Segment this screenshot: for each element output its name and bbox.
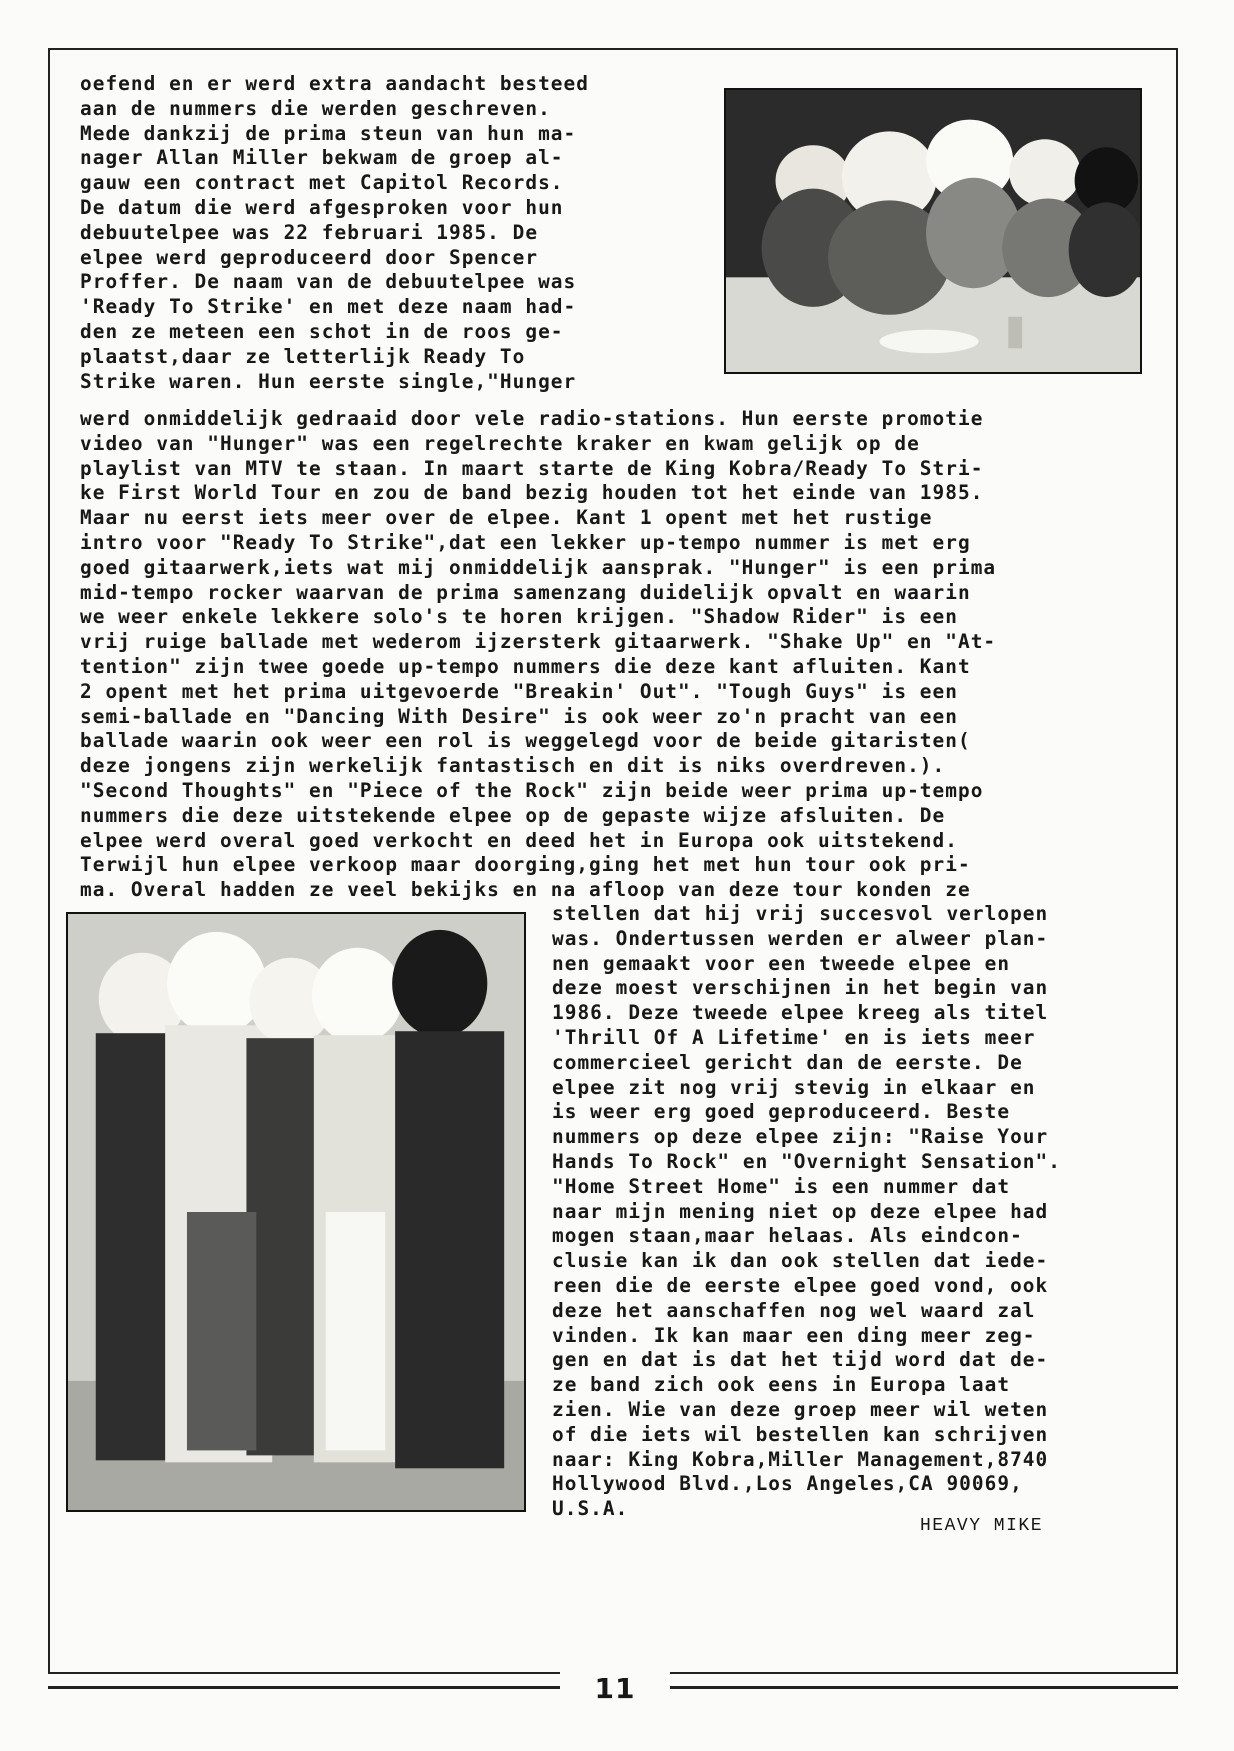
band-group-photo bbox=[66, 912, 526, 1512]
author-signature: HEAVY MIKE bbox=[920, 1516, 1044, 1536]
top-paragraph: oefend en er werd extra aandacht besteed aan de nummers die werden geschreven. Mede dankzij de prima steun van hun ma- nager Allan Miller bekwam de groep al- gauw een contract met Capitol Records. De datum die werd afgesproken voor hun debuutelpee was 22 februari 1985. De elpee werd geproduceerd door Spencer Proffer. De naam van de debuutelpee was 'Ready To Strike' en met deze naam had- den ze meteen een schot in de roos ge- plaatst,daar ze letterlijk Ready To Strike waren. Hun eerste single,"Hunger bbox=[80, 72, 589, 393]
band-dinner-photo bbox=[724, 88, 1142, 374]
bottom-paragraph: stellen dat hij vrij succesvol verlopen was. Ondertussen werden er alweer plan- nen gemaakt voor een tweede elpee en deze moest verschijnen in het begin van 1986. Deze tweede elpee kreeg als titel 'Thrill Of A Lifetime' en is iets meer commercieel gericht dan de eerste. De elpee zit nog vrij stevig in elkaar en is weer erg goed geproduceerd. Beste nummers op deze elpee zijn: "Raise Your Hands To Rock" en "Overnight Sensation". "Home Street Home" is een nummer dat naar mijn mening niet op deze elpee had mogen staan,maar helaas. Als eindcon- clusie kan ik dan ook stellen dat iede- reen die de eerste elpee goed vond, ook deze het aanschaffen nog wel waard zal vinden. Ik kan maar een ding meer zeg- gen en dat is dat het tijd word dat de- ze band zich ook eens in Europa laat zien. Wie van deze groep meer wil weten of die iets wil bestellen kan schrijven naar: King Kobra,Miller Management,8740 Hollywood Blvd.,Los Angeles,CA 90069, U.S.A. bbox=[552, 902, 1061, 1521]
middle-paragraph: werd onmiddelijk gedraaid door vele radio-stations. Hun eerste promotie video van "Hunger" was een regelrechte kraker en kwam gelijk op de playlist van MTV te staan. In maart starte de King Kobra/Ready To Stri- ke First World Tour en zou de band bezig houden tot het einde van 1985. Maar nu eerst iets meer over de elpee. Kant 1 opent met het rustige intro voor "Ready To Strike",dat een lekker up-tempo nummer is met erg goed gitaarwerk,iets wat mij onmiddelijk aansprak. "Hunger" is een prima mid-tempo rocker waarvan de prima samenzang duidelijk opvalt en waarin we weer enkele lekkere solo's te horen krijgen. "Shadow Rider" is een vrij ruige ballade met wederom ijzersterk gitaarwerk. "Shake Up" en "At- tention" zijn twee goede up-tempo nummers die deze kant afluiten. Kant 2 opent met het prima uitgevoerde "Breakin' Out". "Tough Guys" is een semi-ballade en "Dancing With Desire" is ook weer zo'n pracht van een ballade waarin ook weer een rol is weggelegd voor de beide gitaristen( deze jongens zijn werkelijk fantastisch en dit is niks overdreven.). "Second Thoughts" en "Piece of the Rock" zijn beide weer prima up-tempo nummers die deze uitstekende elpee op de gepaste wijze afsluiten. De elpee werd overal goed verkocht en deed het in Europa ook uitstekend. Terwijl hun elpee verkoop maar doorging,ging het met hun tour ook pri- ma. Overal hadden ze veel bekijks en na afloop van deze tour konden ze bbox=[80, 407, 997, 902]
page-number: 11 bbox=[560, 1672, 670, 1706]
